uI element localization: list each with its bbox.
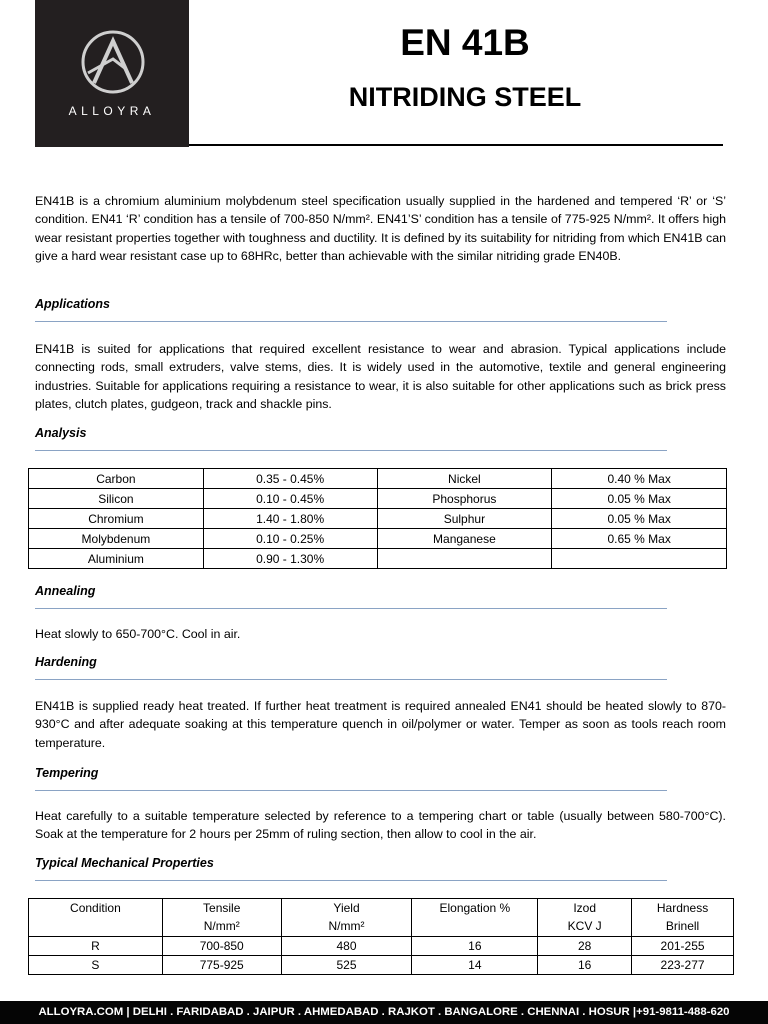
mech-header-label: Hardness <box>656 901 709 915</box>
analysis-row <box>29 489 727 509</box>
mech-header-label: Condition <box>70 901 121 915</box>
mechanical-properties-table <box>28 898 734 975</box>
annealing-heading: Annealing <box>35 584 96 598</box>
mech-cell: 16 <box>538 956 632 975</box>
applications-heading: Applications <box>35 297 111 311</box>
element-value-cell: 0.05 % Max <box>552 509 727 529</box>
hardening-paragraph: EN41B is supplied ready heat treated. If further heat treatment is required annealed EN41 should be heated slowly to 870-930°C and after adequate soaking at this temperature quench in oil/polymer or water. Temper as soon as tools reach room temperature. <box>35 699 726 750</box>
analysis-row <box>29 509 727 529</box>
mechanical-heading: Typical Mechanical Properties <box>35 856 214 870</box>
mech-cell: 525 <box>281 956 412 975</box>
footer-contact-bar: ALLOYRA.COM | DELHI . FARIDABAD . JAIPUR . AHMEDABAD . RAJKOT . BANGALORE . CHENNAI . HOSUR |+91-9811-488-620 <box>0 1001 768 1024</box>
alloyra-logo-icon <box>80 29 146 95</box>
mech-cell: 14 <box>412 956 538 975</box>
element-name-cell: Phosphorus <box>377 489 552 509</box>
element-name-cell <box>377 549 552 569</box>
title-divider <box>189 144 723 146</box>
intro-paragraph: EN41B is a chromium aluminium molybdenum steel specification usually supplied in the hardened and tempered ‘R’ or ‘S’ condition. EN41 ‘R’ condition has a tensile of 700-850 N/mm². EN41’S’ condition has a tensile of 775-925 N/mm². It offers high wear resistant properties together with toughness and ductility. It is defined by its suitability for nitriding from which EN41B can give a hard wear resistant case up to 68HRc, better than achievable with the similar nitriding grade EN40B. <box>35 194 726 264</box>
element-value-cell <box>552 549 727 569</box>
element-value-cell: 0.10 - 0.25% <box>203 529 377 549</box>
mech-header-unit: KCV J <box>567 919 602 933</box>
element-name-cell: Manganese <box>377 529 552 549</box>
applications-divider <box>35 321 667 322</box>
logo-text: ALLOYRA <box>68 104 156 118</box>
analysis-row <box>29 469 727 489</box>
applications-paragraph: EN41B is suited for applications that required excellent resistance to wear and abrasion. Typical applications include connecting rods, small extruders, valve stems, dies. It is widely used in the automotive, textile and general engineering industries. Suitable for applications requiring a resistance to wear, it is also suitable for other applications such as brick press plates, clutch plates, gudgeon, track and shackle pins. <box>35 342 726 412</box>
element-value-cell: 0.40 % Max <box>552 469 727 489</box>
analysis-divider <box>35 450 667 451</box>
mech-header-label: Elongation % <box>439 901 511 915</box>
mechanical-divider <box>35 880 667 881</box>
element-value-cell: 1.40 - 1.80% <box>203 509 377 529</box>
mech-row <box>29 937 734 956</box>
element-value-cell: 0.90 - 1.30% <box>203 549 377 569</box>
mech-row <box>29 956 734 975</box>
mech-cell: 223-277 <box>632 956 734 975</box>
analysis-row <box>29 529 727 549</box>
annealing-paragraph: Heat slowly to 650-700°C. Cool in air. <box>35 627 241 641</box>
page-subtitle: NITRIDING STEEL <box>348 82 582 112</box>
mech-header-cell <box>632 899 734 937</box>
company-logo <box>35 0 189 147</box>
mech-header-label: Tensile <box>203 901 241 915</box>
element-name-cell: Molybdenum <box>29 529 204 549</box>
mech-cell: 775-925 <box>162 956 281 975</box>
mech-header-cell <box>29 899 163 937</box>
element-value-cell: 0.65 % Max <box>552 529 727 549</box>
hardening-divider <box>35 679 667 680</box>
mech-header-label: Izod <box>573 901 597 915</box>
mech-header-unit: N/mm² <box>203 919 240 933</box>
mech-cell: 28 <box>538 937 632 956</box>
mech-header-label: Yield <box>333 901 360 915</box>
element-name-cell: Silicon <box>29 489 204 509</box>
analysis-row <box>29 549 727 569</box>
mech-cell: S <box>29 956 163 975</box>
mech-header-cell <box>162 899 281 937</box>
tempering-paragraph: Heat carefully to a suitable temperature selected by reference to a tempering chart or table (usually between 580-700°C). Soak at the temperature for 2 hours per 25mm of ruling section, then allow to cool in the air. <box>35 809 726 842</box>
tempering-divider <box>35 790 667 791</box>
mech-cell: 480 <box>281 937 412 956</box>
mech-header-unit: Brinell <box>665 919 700 933</box>
analysis-heading: Analysis <box>35 426 87 440</box>
hardening-heading: Hardening <box>35 655 97 669</box>
element-name-cell: Chromium <box>29 509 204 529</box>
mech-cell: 700-850 <box>162 937 281 956</box>
element-value-cell: 0.35 - 0.45% <box>203 469 377 489</box>
mech-header-cell <box>281 899 412 937</box>
annealing-divider <box>35 608 667 609</box>
tempering-heading: Tempering <box>35 766 99 780</box>
mech-header-row <box>29 899 734 937</box>
page-title: EN 41B <box>400 22 530 63</box>
element-name-cell: Carbon <box>29 469 204 489</box>
element-name-cell: Nickel <box>377 469 552 489</box>
mech-cell: R <box>29 937 163 956</box>
mech-cell: 16 <box>412 937 538 956</box>
element-value-cell: 0.05 % Max <box>552 489 727 509</box>
mech-header-cell <box>412 899 538 937</box>
element-name-cell: Sulphur <box>377 509 552 529</box>
analysis-table <box>28 468 727 569</box>
mech-header-unit: N/mm² <box>328 919 365 933</box>
element-value-cell: 0.10 - 0.45% <box>203 489 377 509</box>
mech-header-cell <box>538 899 632 937</box>
element-name-cell: Aluminium <box>29 549 204 569</box>
mech-cell: 201-255 <box>632 937 734 956</box>
